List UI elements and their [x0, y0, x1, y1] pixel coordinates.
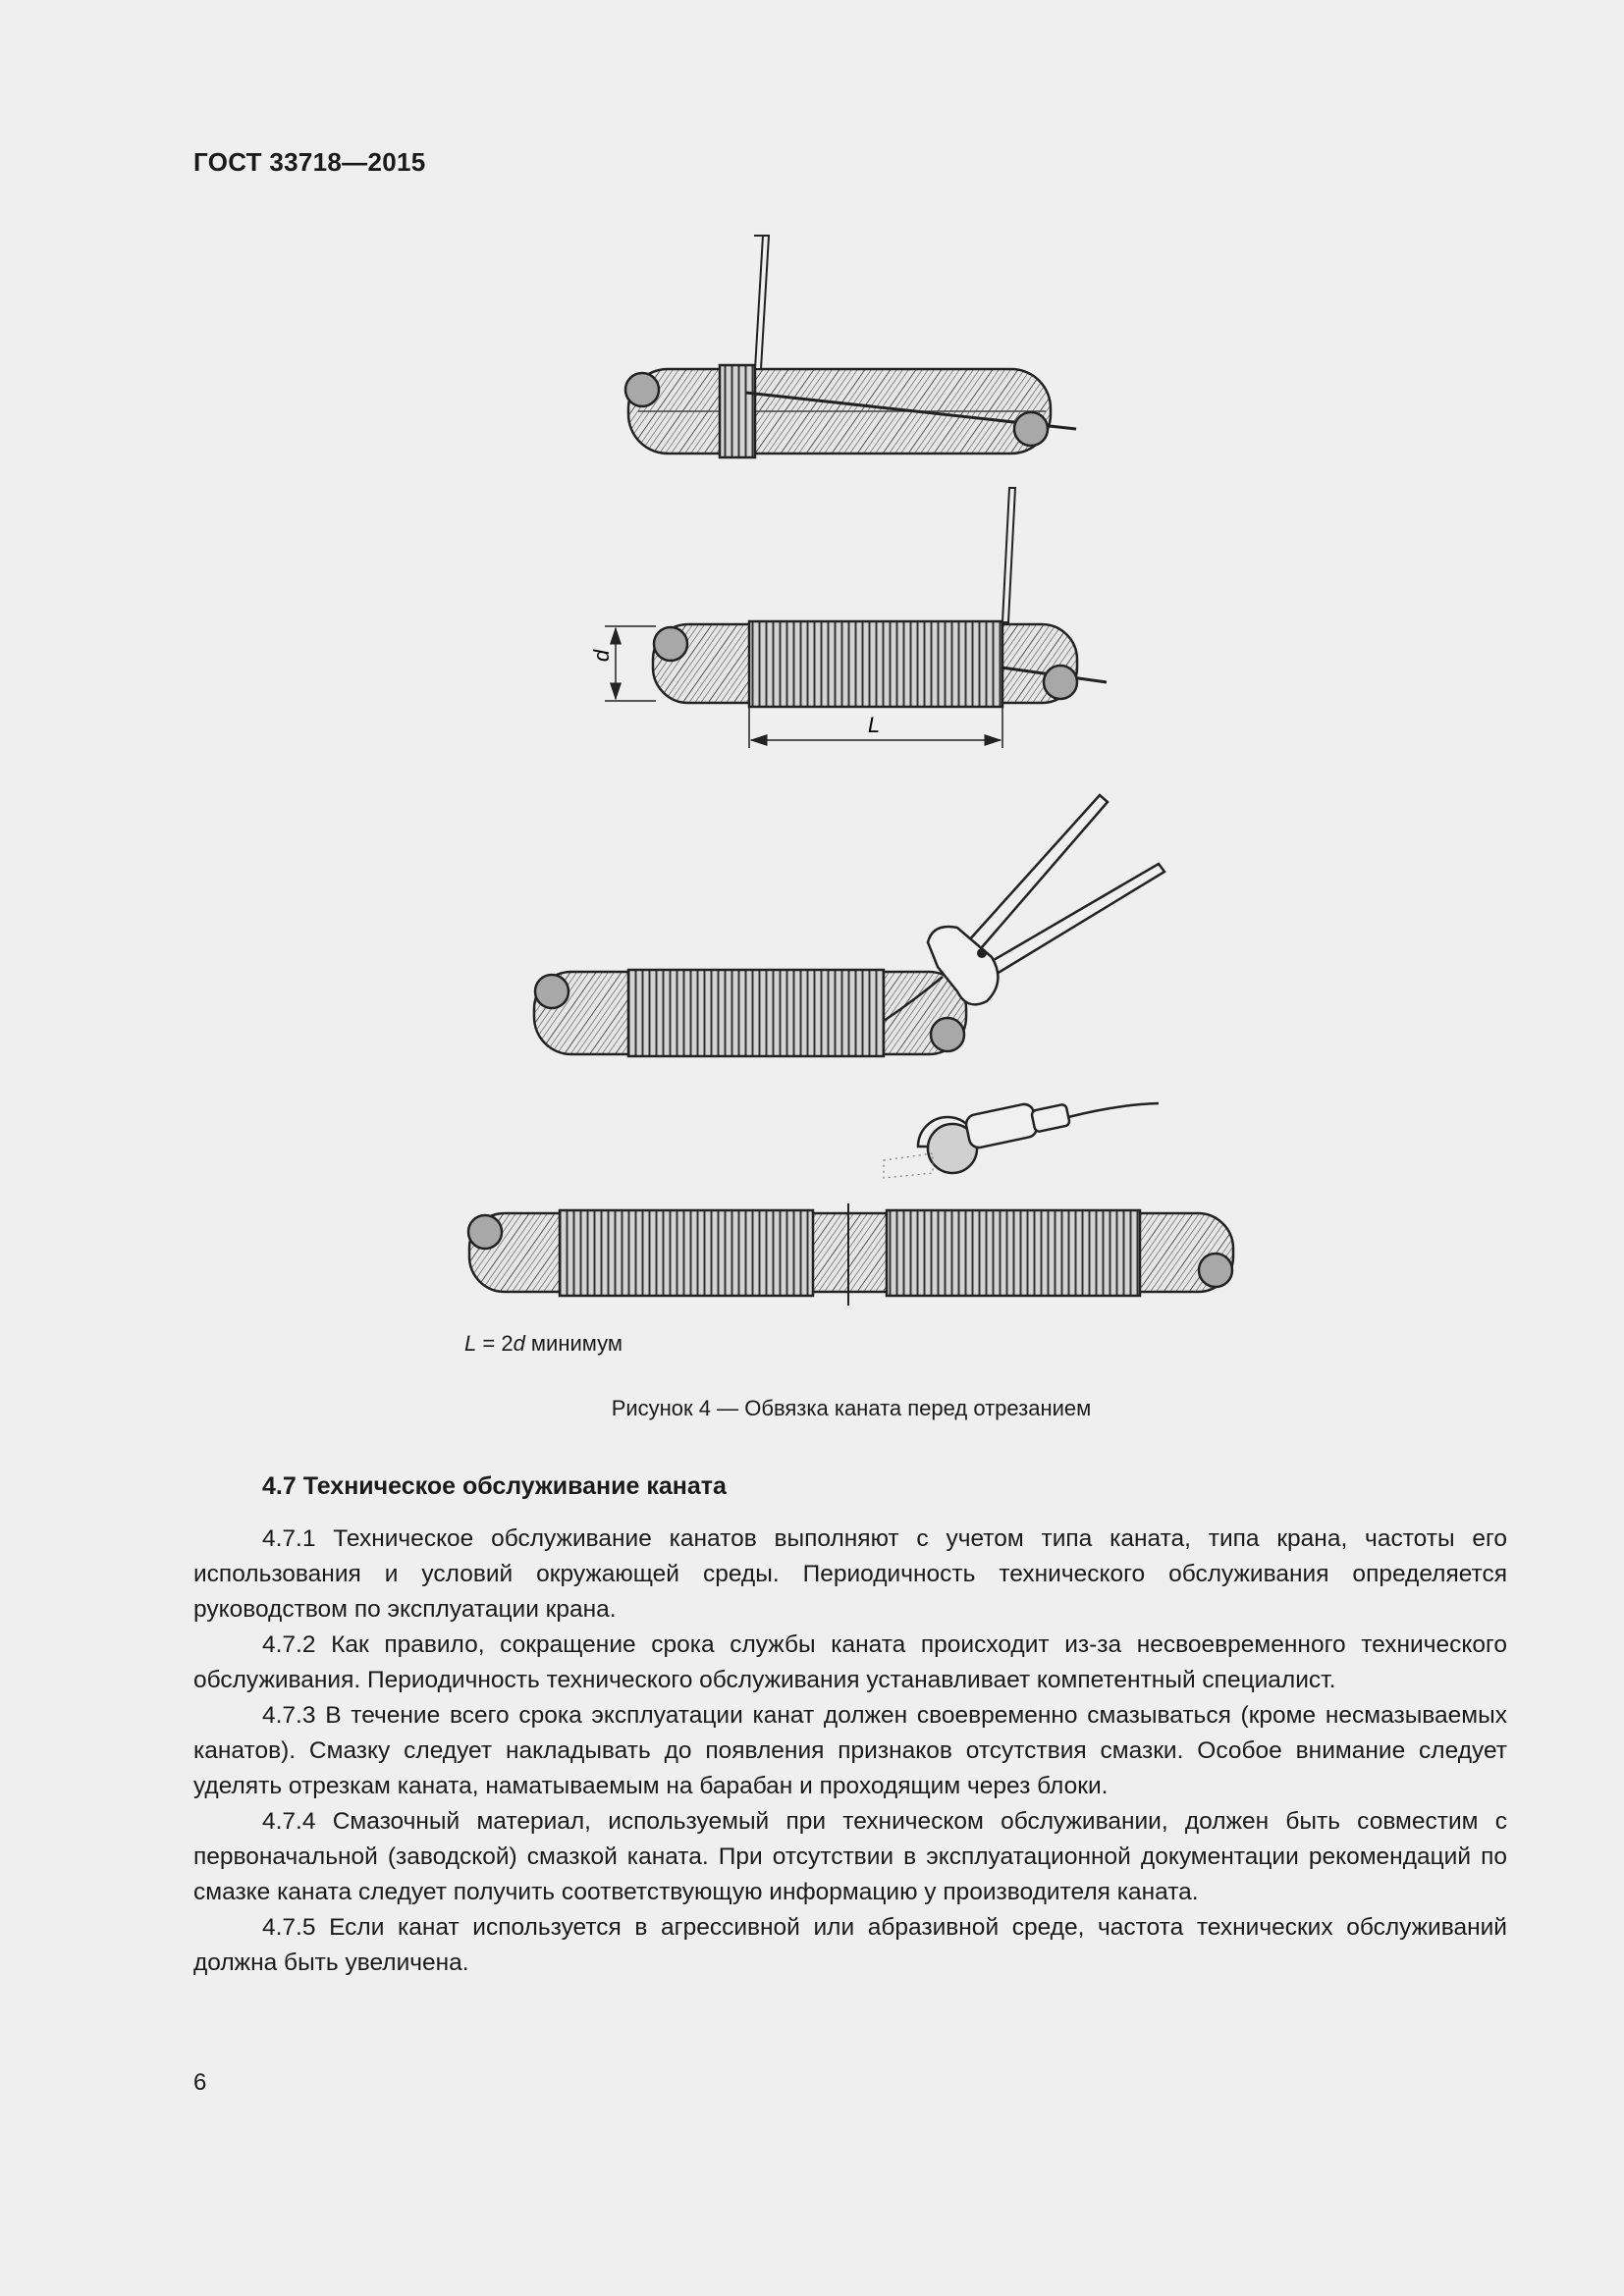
formula-var-d: d [513, 1331, 525, 1356]
dim-label-d: d [589, 649, 614, 663]
rope-1-initial-binding [625, 236, 1076, 457]
standard-number-header: ГОСТ 33718—2015 [193, 147, 426, 177]
formula-var-L: L [464, 1331, 477, 1356]
rope-4-cut-between-bindings [468, 1203, 1233, 1306]
page-number: 6 [193, 2069, 207, 2096]
dim-label-L: L [867, 713, 881, 737]
section-body [193, 1522, 1507, 1981]
figure-caption: Рисунок 4 — Обвязка каната перед отрезанием [611, 1396, 1092, 1420]
paragraph-4-7-2: 4.7.2 Как правило, сокращение срока службы каната происходит из-за несвоевременного технического обслуживания. Периодичность технического обслуживания устанавливает компетентный специалист. [193, 1631, 1507, 1693]
pliers-tool [928, 795, 1164, 1004]
formula-minimum: минимум [524, 1331, 623, 1356]
rope-3-pliers-twisting [534, 795, 1164, 1056]
rope-2-dimensioned-binding [605, 488, 1107, 748]
paragraph-4-7-4: 4.7.4 Смазочный материал, используемый при техническом обслуживании, должен быть совместим с первоначальной (заводской) смазкой каната. При отсутствии в эксплуатационной документации рекомендаций по смазке каната следует получить соответствующую информацию у производителя каната. [193, 1808, 1507, 1905]
figure-formula [464, 1331, 623, 1357]
paragraph-4-7-3: 4.7.3 В течение всего срока эксплуатации канат должен своевременно смазываться (кроме несмазываемых канатов). Смазку следует накладывать до появления признаков отсутствия смазки. Особое внимание следует уделять отрезкам каната, наматываемым на барабан и проходящим через блоки. [193, 1702, 1507, 1799]
formula-equals: = 2 [476, 1331, 514, 1356]
paragraph-4-7-1: 4.7.1 Техническое обслуживание канатов выполняют с учетом типа каната, типа крана, частоты его использования и условий окружающей среды. Периодичность технического обслуживания определяется руководством по эксплуатации крана. [193, 1525, 1507, 1623]
angle-grinder-tool [884, 1102, 1159, 1178]
paragraph-4-7-5: 4.7.5 Если канат используется в агрессивной или абразивной среде, частота технических обслуживаний должна быть увеличена. [193, 1914, 1507, 1976]
section-heading: 4.7 Техническое обслуживание каната [262, 1472, 727, 1500]
